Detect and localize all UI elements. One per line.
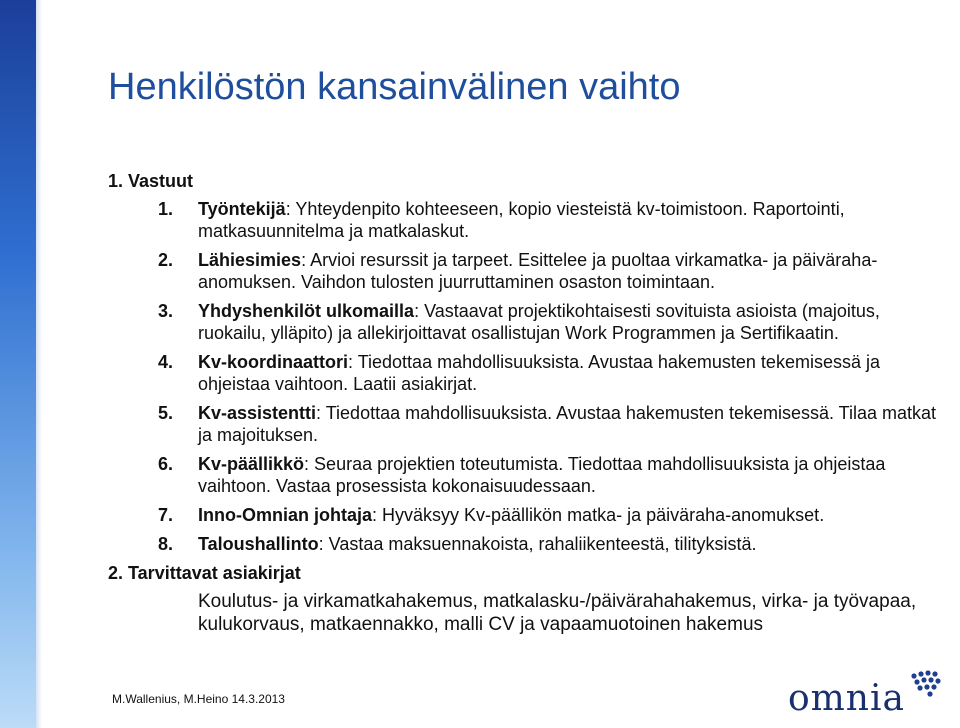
item-number: 8. — [158, 534, 174, 554]
item-text: : Seuraa projektien toteutumista. Tiedottaa mahdollisuuksista ja ohjeistaa vaihtoon. Vastaa prosessista kokonaisuudessaan. — [198, 454, 886, 496]
item-role: Työntekijä — [198, 199, 286, 219]
slide-title: Henkilöstön kansainvälinen vaihto — [108, 66, 681, 108]
item-role: Lähiesimies — [198, 250, 302, 270]
item-number: 7. — [158, 505, 174, 525]
footer-author: M.Wallenius, M.Heino 14.3.2013 — [112, 692, 285, 706]
item-role: Kv-assistentti — [198, 403, 317, 423]
item-role: Kv-päällikkö — [198, 454, 305, 474]
item-role: Taloushallinto — [198, 534, 319, 554]
item-number: 2. — [158, 250, 174, 270]
logo-dots-icon — [908, 670, 948, 700]
section-heading-documents: 2. Tarvittavat asiakirjat — [108, 563, 301, 583]
item-text: : Tiedottaa mahdollisuuksista. Avustaa hakemusten tekemisessä ja ohjeistaa vaihtoon. Laatii asiakirjat. — [198, 352, 880, 394]
item-role: Inno-Omnian johtaja — [198, 505, 372, 525]
item-text: : Vastaa maksuennakoista, rahaliikenteestä, tilityksistä. — [318, 534, 757, 554]
list-item — [108, 198, 948, 242]
list-item — [108, 533, 948, 555]
item-text: : Arvioi resurssit ja tarpeet. Esittelee ja puoltaa virkamatka- ja päiväraha-anomuksen. Vaihdon tulosten juurruttaminen osaston toimintaan. — [198, 250, 878, 292]
list-item — [108, 249, 948, 293]
item-number: 3. — [158, 301, 174, 321]
item-text: : Yhteydenpito kohteeseen, kopio viesteistä kv-toimistoon. Raportointi, matkasuunnitelma ja matkalaskut. — [198, 199, 845, 241]
item-text: : Tiedottaa mahdollisuuksista. Avustaa hakemusten tekemisessä. Tilaa matkat ja majoituksen. — [198, 403, 937, 445]
left-accent-bar — [0, 0, 36, 728]
list-item — [108, 453, 948, 497]
item-role: Kv-koordinaattori — [198, 352, 349, 372]
responsibility-list — [108, 198, 948, 555]
section-heading-responsibilities: 1. Vastuut — [108, 171, 194, 191]
logo-wordmark: omnia — [788, 678, 905, 719]
item-text: : Vastaavat projektikohtaisesti sovituista asioista (majoitus, ruokailu, ylläpito) ja allekirjoittavat osallistujan Work Programmen ja Sertifikaatin. — [198, 301, 880, 343]
item-number: 5. — [158, 403, 174, 423]
list-item — [108, 300, 948, 344]
item-text: : Hyväksyy Kv-päällikön matka- ja päiväraha-anomukset. — [372, 505, 825, 525]
list-item — [108, 402, 948, 446]
list-item — [108, 504, 948, 526]
item-number: 1. — [158, 199, 174, 219]
slide-content — [108, 170, 948, 636]
documents-text: Koulutus- ja virkamatkahakemus, matkalasku-/päivärahahakemus, virka- ja työvapaa, kulukorvaus, matkaennakko, malli CV ja vapaamuotoinen hakemus — [198, 591, 917, 635]
item-number: 4. — [158, 352, 174, 372]
list-item — [108, 351, 948, 395]
omnia-logo — [788, 670, 948, 720]
item-role: Yhdyshenkilöt ulkomailla — [198, 301, 415, 321]
item-number: 6. — [158, 454, 174, 474]
